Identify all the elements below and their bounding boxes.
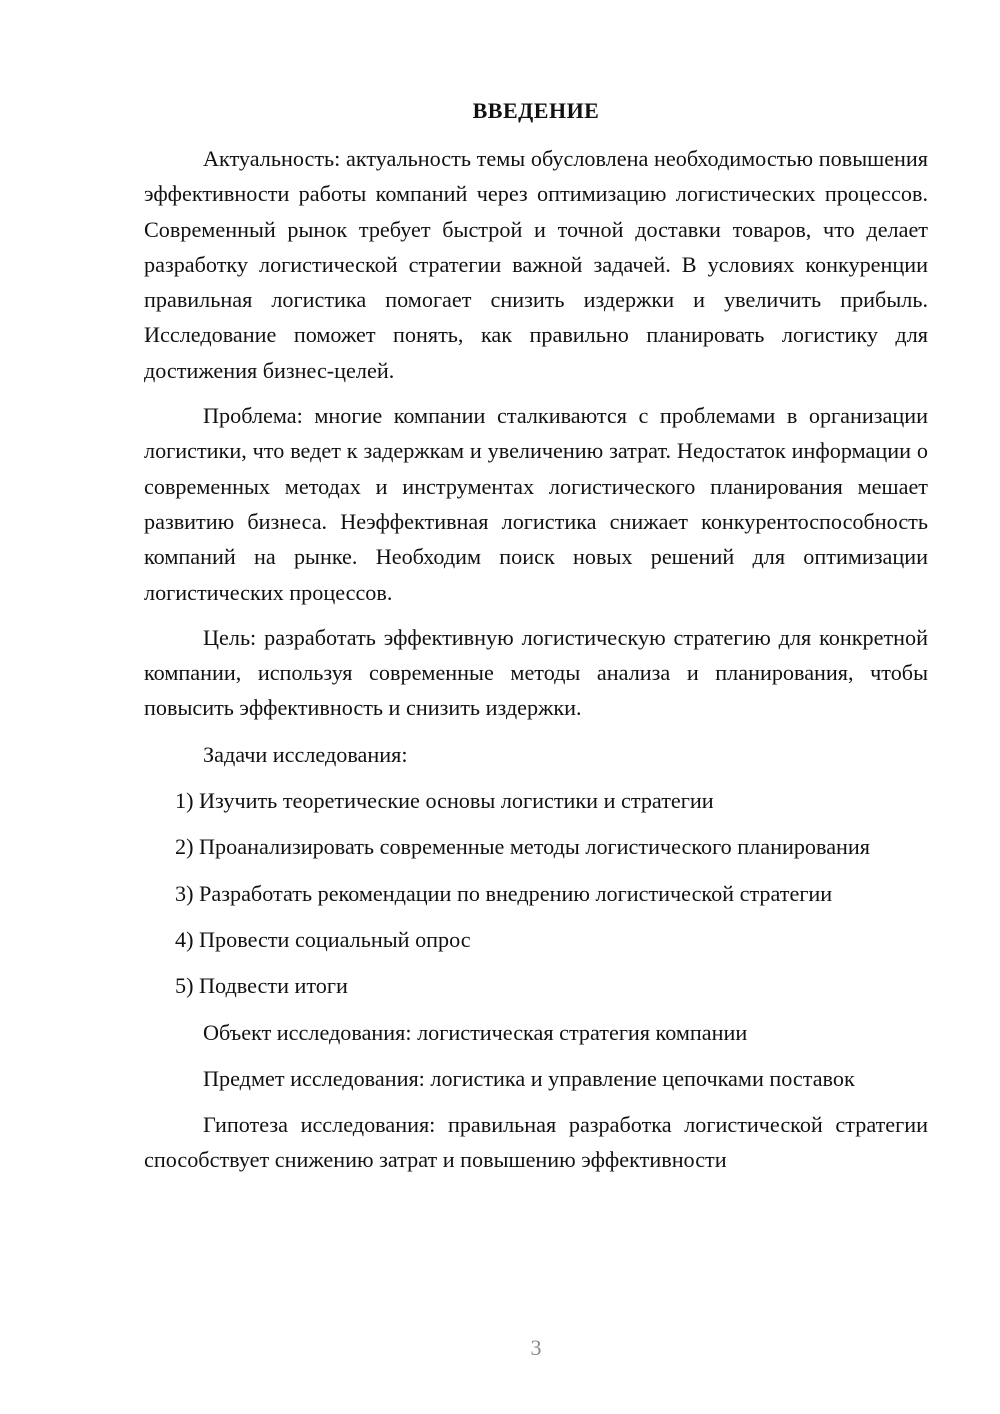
research-object: Объект исследования: логистическая стратегия компании [203, 1019, 748, 1045]
paragraph-relevance: Актуальность: актуальность темы обусловлена необходимостью повышения эффективности работы компаний через оптимизацию логистических процессов. Современный рынок требует быстрой и точной доставки товаров, что делает разработку логистической стратегии важной задачей. В условиях конкуренции правильная логистика помогает снизить издержки и увеличить прибыль. Исследование поможет понять, как правильно планировать логистику для достижения бизнес-целей. [144, 146, 928, 383]
tasks-heading: Задачи исследования: [203, 741, 408, 767]
task-item-4: 4) Провести социальный опрос [175, 926, 471, 952]
task-item-5: 5) Подвести итоги [175, 973, 348, 999]
paragraph-goal: Цель: разработать эффективную логистическую стратегию для конкретной компании, используя современные методы анализа и планирования, чтобы повысить эффективность и снизить издержки. [144, 624, 928, 721]
page-number: 3 [530, 1335, 542, 1360]
page-title: ВВЕДЕНИЕ [472, 98, 600, 123]
research-subject: Предмет исследования: логистика и управление цепочками поставок [203, 1065, 855, 1091]
task-item-3: 3) Разработать рекомендации по внедрению логистической стратегии [175, 880, 833, 906]
body-text [144, 141, 928, 1178]
research-hypothesis: Гипотеза исследования: правильная разработка логистической стратегии способствует снижению затрат и повышению эффективности [144, 1112, 928, 1173]
paragraph-problem: Проблема: многие компании сталкиваются с проблемами в организации логистики, что ведет к задержкам и увеличению затрат. Недостаток информации о современных методах и инструментах логистического планирования мешает развитию бизнеса. Неэффективная логистика снижает конкурентоспособность компаний на рынке. Необходим поиск новых решений для оптимизации логистических процессов. [144, 403, 928, 605]
task-item-1: 1) Изучить теоретические основы логистики и стратегии [175, 788, 714, 814]
task-item-2: 2) Проанализировать современные методы логистического планирования [175, 834, 870, 860]
